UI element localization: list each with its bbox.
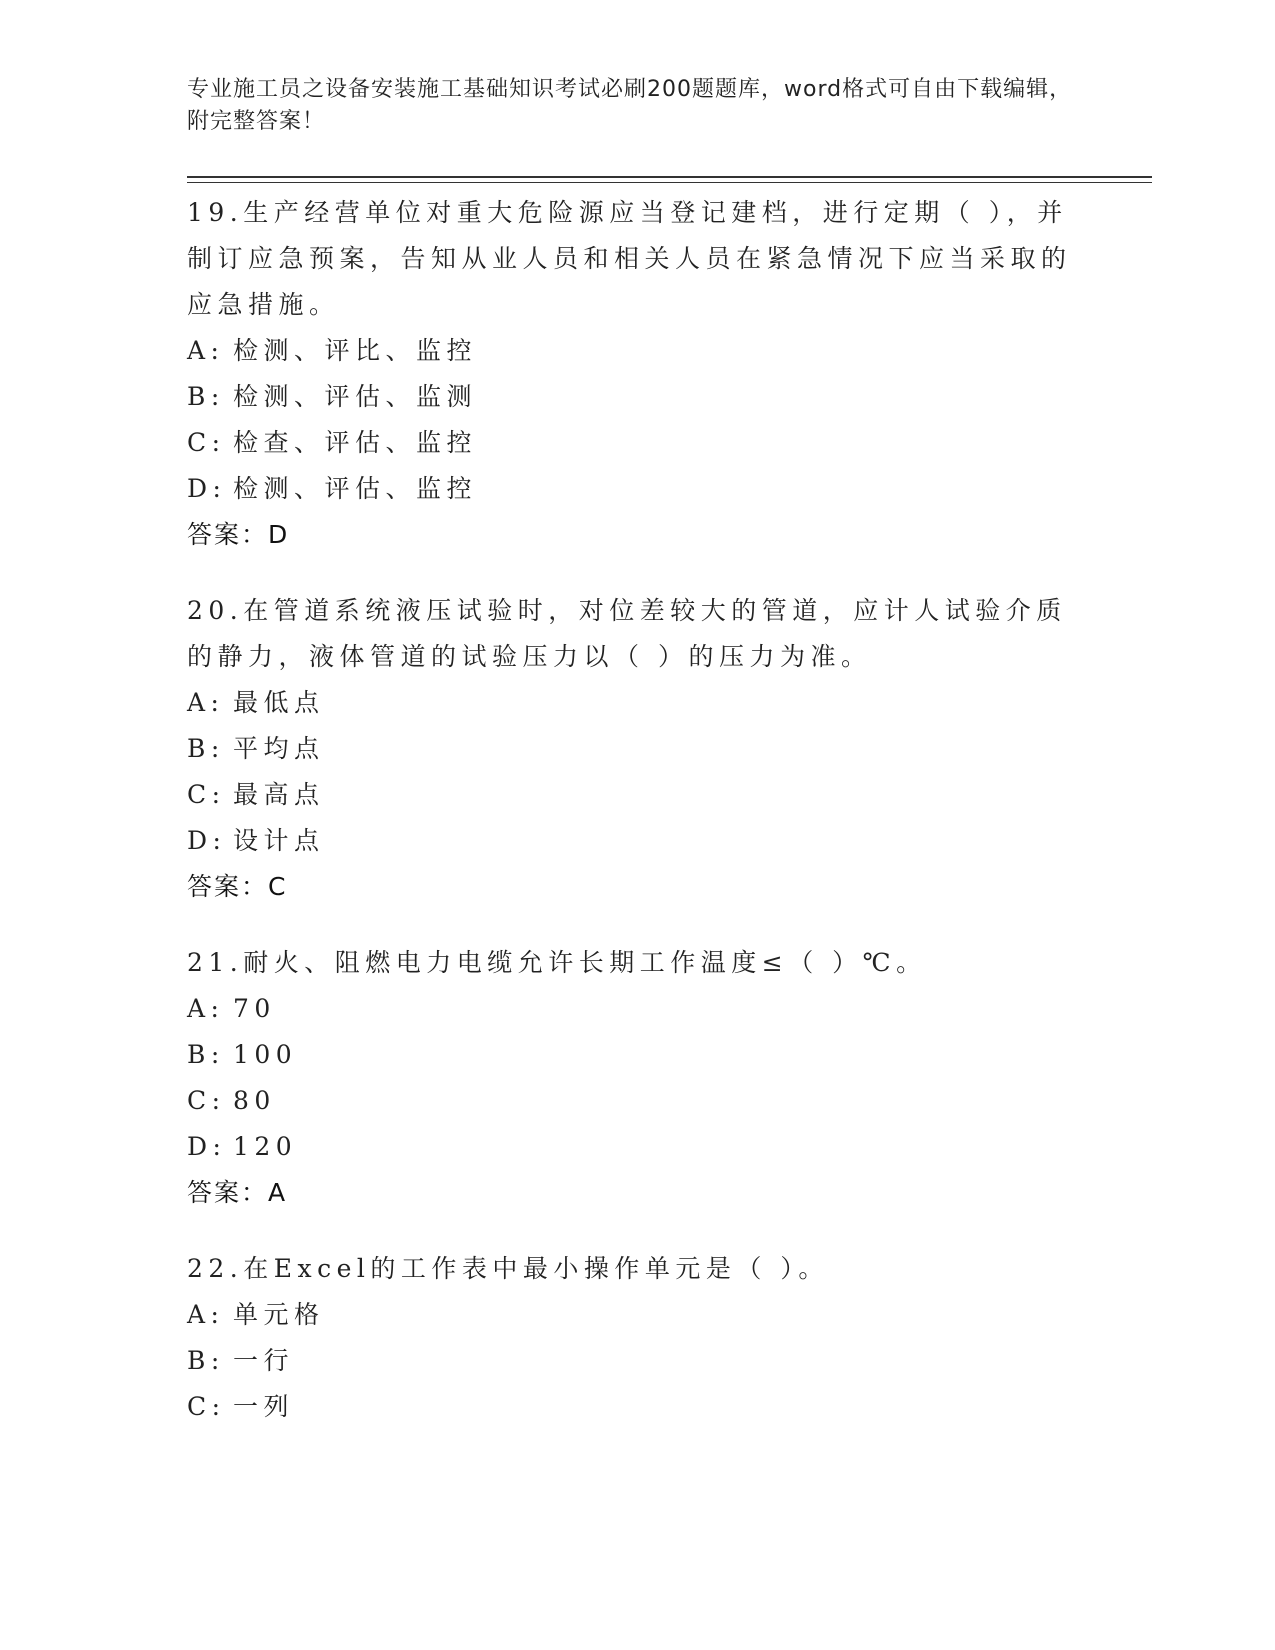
question-stem: 19.生产经营单位对重大危险源应当登记建档，进行定期（ ），并制订应急预案，告知从业人员和相关人员在紧急情况下应当采取的应急措施。 <box>187 198 1072 319</box>
question-stem: 21.耐火、阻燃电力电缆允许长期工作温度≤（ ）℃。 <box>187 948 927 977</box>
option-c <box>187 1078 1087 1124</box>
option-text: 检测、评估、监控 <box>233 474 478 503</box>
option-letter: A: <box>187 336 225 365</box>
header-divider-thick <box>187 176 1152 178</box>
option-letter: A: <box>187 688 225 717</box>
option-d <box>187 466 1087 512</box>
question-stem: 22.在Excel的工作表中最小操作单元是（ ）。 <box>187 1254 829 1283</box>
question-19 <box>187 190 1087 558</box>
option-text: 检查、评估、监控 <box>233 428 478 457</box>
option-a <box>187 1292 1087 1338</box>
option-a <box>187 680 1087 726</box>
option-b <box>187 1032 1087 1078</box>
option-text: 设计点 <box>233 826 325 855</box>
question-20 <box>187 588 1087 910</box>
option-c <box>187 420 1087 466</box>
option-d <box>187 1124 1087 1170</box>
option-letter: C: <box>187 1392 226 1421</box>
option-text: 最高点 <box>233 780 325 809</box>
option-text: 70 <box>233 994 276 1023</box>
option-letter: C: <box>187 1086 226 1115</box>
answer-line: 答案：A <box>187 1178 288 1207</box>
answer-line: 答案：C <box>187 872 288 901</box>
option-c <box>187 772 1087 818</box>
option-c <box>187 1384 1087 1430</box>
option-text: 一行 <box>233 1346 295 1375</box>
answer-line: 答案：D <box>187 520 290 549</box>
option-letter: A: <box>187 1300 225 1329</box>
option-d <box>187 818 1087 864</box>
option-b <box>187 726 1087 772</box>
option-text: 80 <box>233 1086 276 1115</box>
option-text: 100 <box>233 1040 298 1069</box>
option-letter: D: <box>187 826 227 855</box>
option-text: 检测、评估、监测 <box>233 382 478 411</box>
question-list <box>187 190 1087 1460</box>
option-text: 120 <box>233 1132 298 1161</box>
option-letter: B: <box>187 1346 225 1375</box>
option-letter: A: <box>187 994 225 1023</box>
option-b <box>187 1338 1087 1384</box>
question-22 <box>187 1246 1087 1430</box>
option-text: 一列 <box>233 1392 295 1421</box>
option-text: 检测、评比、监控 <box>233 336 478 365</box>
option-text: 单元格 <box>233 1300 325 1329</box>
option-text: 平均点 <box>233 734 325 763</box>
option-a <box>187 328 1087 374</box>
question-stem: 20.在管道系统液压试验时，对位差较大的管道，应计人试验介质的静力，液体管道的试验压力以（ ）的压力为准。 <box>187 596 1067 671</box>
document-header-title: 专业施工员之设备安装施工基础知识考试必刷200题题库，word格式可自由下载编辑，附完整答案！ <box>187 77 1073 134</box>
option-letter: D: <box>187 474 227 503</box>
option-letter: B: <box>187 734 225 763</box>
question-21 <box>187 940 1087 1216</box>
option-letter: B: <box>187 382 225 411</box>
option-a <box>187 986 1087 1032</box>
header-divider-thin <box>187 182 1152 183</box>
option-letter: C: <box>187 780 226 809</box>
option-b <box>187 374 1087 420</box>
option-letter: C: <box>187 428 226 457</box>
option-text: 最低点 <box>233 688 325 717</box>
option-letter: D: <box>187 1132 227 1161</box>
option-letter: B: <box>187 1040 225 1069</box>
